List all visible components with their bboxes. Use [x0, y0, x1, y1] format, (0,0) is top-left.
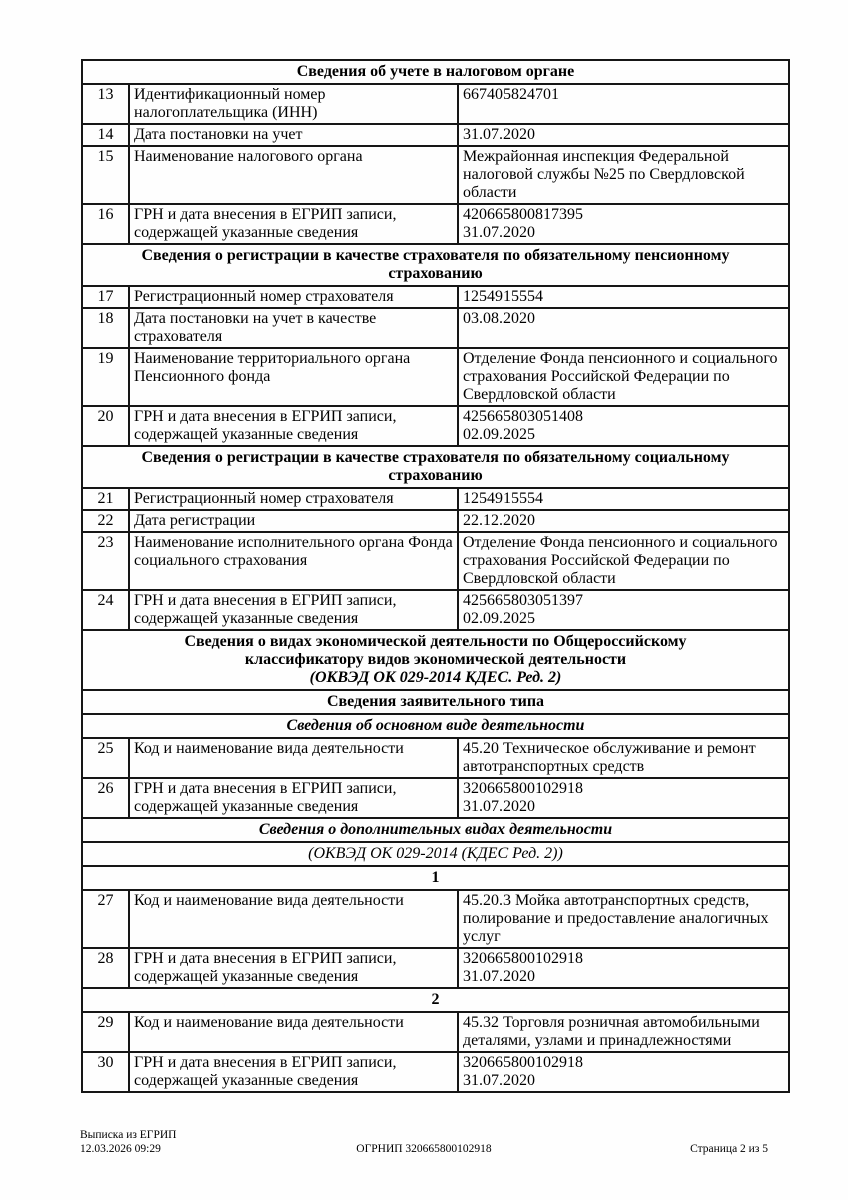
value-line: 45.20.3 Мойка автотранспортных средств, полирование и предоставление аналогичных услуг — [463, 892, 769, 945]
row-label: Регистрационный номер страхователя — [129, 286, 458, 308]
section-title: Сведения об основном виде деятельности — [82, 714, 789, 738]
item-number: 1 — [82, 866, 789, 890]
section-header-declarative — [82, 690, 789, 714]
value-line: 320665800102918 — [463, 950, 583, 967]
row-value — [458, 146, 789, 204]
row-value — [458, 778, 789, 818]
row-label: Наименование территориального органа Пенсионного фонда — [129, 348, 458, 406]
row-label: Дата постановки на учет — [129, 124, 458, 146]
footer-ogrnip: ОГРНИП 320665800102918 — [356, 1143, 492, 1155]
value-line: 31.07.2020 — [463, 126, 535, 143]
section-header-okved-additional — [82, 842, 789, 866]
section-header-okved — [82, 630, 789, 690]
activity-item-2-header — [82, 988, 789, 1012]
row-value — [458, 948, 789, 988]
value-line: 22.12.2020 — [463, 512, 535, 529]
table-row — [82, 590, 789, 630]
row-value — [458, 890, 789, 948]
item-number: 2 — [82, 988, 789, 1012]
value-line: 31.07.2020 — [463, 1072, 535, 1089]
row-label: Дата регистрации — [129, 510, 458, 532]
row-label: Дата постановки на учет в качестве страхователя — [129, 308, 458, 348]
row-number: 28 — [82, 948, 129, 988]
section-header-tax — [82, 60, 789, 84]
value-line: 425665803051408 — [463, 408, 583, 425]
section-header-additional-activities — [82, 818, 789, 842]
table-row — [82, 84, 789, 124]
value-line: Межрайонная инспекция Федеральной налоговой службы №25 по Свердловской области — [463, 148, 745, 201]
value-line: 667405824701 — [463, 86, 559, 103]
row-label: Наименование налогового органа — [129, 146, 458, 204]
row-number: 22 — [82, 510, 129, 532]
table-row — [82, 488, 789, 510]
value-line: 31.07.2020 — [463, 798, 535, 815]
row-label: ГРН и дата внесения в ЕГРИП записи, содержащей указанные сведения — [129, 1052, 458, 1092]
row-label: ГРН и дата внесения в ЕГРИП записи, содержащей указанные сведения — [129, 948, 458, 988]
footer-doc-info — [80, 1128, 356, 1156]
value-line: 45.32 Торговля розничная автомобильными деталями, узлами и принадлежностями — [463, 1014, 760, 1049]
row-number: 19 — [82, 348, 129, 406]
footer-timestamp: 12.03.2026 09:29 — [80, 1143, 161, 1155]
row-label: ГРН и дата внесения в ЕГРИП записи, содержащей указанные сведения — [129, 778, 458, 818]
row-value — [458, 488, 789, 510]
value-line: 02.09.2025 — [463, 426, 535, 443]
row-label: ГРН и дата внесения в ЕГРИП записи, содержащей указанные сведения — [129, 204, 458, 244]
table-row — [82, 510, 789, 532]
table-row — [82, 146, 789, 204]
value-line: 31.07.2020 — [463, 224, 535, 241]
egrip-extract-table — [81, 59, 790, 1093]
footer-doc-type: Выписка из ЕГРИП — [80, 1129, 177, 1141]
row-label: Код и наименование вида деятельности — [129, 738, 458, 778]
row-number: 27 — [82, 890, 129, 948]
section-header-pension — [82, 244, 789, 286]
row-label: Код и наименование вида деятельности — [129, 1012, 458, 1052]
section-title: Сведения о регистрации в качестве страхователя по обязательному пенсионному страхованию — [82, 244, 789, 286]
activity-item-1-header — [82, 866, 789, 890]
row-number: 29 — [82, 1012, 129, 1052]
section-title: Сведения о дополнительных видах деятельности — [82, 818, 789, 842]
value-line: 45.20 Техническое обслуживание и ремонт автотранспортных средств — [463, 740, 756, 775]
value-line: 320665800102918 — [463, 1054, 583, 1071]
table-row — [82, 204, 789, 244]
row-label: ГРН и дата внесения в ЕГРИП записи, содержащей указанные сведения — [129, 590, 458, 630]
row-label: Наименование исполнительного органа Фонда социального страхования — [129, 532, 458, 590]
table-row — [82, 948, 789, 988]
row-number: 18 — [82, 308, 129, 348]
row-number: 20 — [82, 406, 129, 446]
row-number: 24 — [82, 590, 129, 630]
row-number: 30 — [82, 1052, 129, 1092]
section-title: Сведения заявительного типа — [82, 690, 789, 714]
row-value — [458, 204, 789, 244]
section-title: Сведения о видах экономической деятельности по Общероссийскому классификатору видов экономической деятельности — [184, 633, 687, 668]
row-number: 17 — [82, 286, 129, 308]
row-number: 13 — [82, 84, 129, 124]
row-number: 14 — [82, 124, 129, 146]
value-line: Отделение Фонда пенсионного и социального страхования Российской Федерации по Свердловской области — [463, 350, 778, 403]
row-label: Код и наименование вида деятельности — [129, 890, 458, 948]
row-value — [458, 286, 789, 308]
section-header-primary-activity — [82, 714, 789, 738]
table-row — [82, 124, 789, 146]
value-line: 420665800817395 — [463, 206, 583, 223]
row-value — [458, 124, 789, 146]
row-value — [458, 308, 789, 348]
table-row — [82, 1012, 789, 1052]
table-row — [82, 406, 789, 446]
table-row — [82, 286, 789, 308]
table-row — [82, 308, 789, 348]
table-row — [82, 778, 789, 818]
row-value — [458, 532, 789, 590]
value-line: 1254915554 — [463, 288, 543, 305]
row-number: 23 — [82, 532, 129, 590]
row-number: 26 — [82, 778, 129, 818]
table-row — [82, 532, 789, 590]
section-title: Сведения об учете в налоговом органе — [82, 60, 789, 84]
row-value — [458, 348, 789, 406]
row-number: 25 — [82, 738, 129, 778]
row-label: Идентификационный номер налогоплательщика (ИНН) — [129, 84, 458, 124]
value-line: 425665803051397 — [463, 592, 583, 609]
row-label: ГРН и дата внесения в ЕГРИП записи, содержащей указанные сведения — [129, 406, 458, 446]
table-row — [82, 348, 789, 406]
row-value — [458, 738, 789, 778]
value-line: 31.07.2020 — [463, 968, 535, 985]
table-row — [82, 1052, 789, 1092]
row-number: 15 — [82, 146, 129, 204]
row-value — [458, 510, 789, 532]
row-value — [458, 1012, 789, 1052]
value-line: 02.09.2025 — [463, 610, 535, 627]
section-subtitle: (ОКВЭД ОК 029-2014 КДЕС. Ред. 2) — [309, 669, 562, 686]
value-line: 1254915554 — [463, 490, 543, 507]
section-title: Сведения о регистрации в качестве страхователя по обязательному социальному страхованию — [82, 446, 789, 488]
value-line: Отделение Фонда пенсионного и социального страхования Российской Федерации по Свердловской области — [463, 534, 778, 587]
table-row — [82, 738, 789, 778]
row-number: 21 — [82, 488, 129, 510]
section-header-social — [82, 446, 789, 488]
row-value — [458, 590, 789, 630]
table-row — [82, 890, 789, 948]
value-line: 03.08.2020 — [463, 310, 535, 327]
row-value — [458, 406, 789, 446]
page-footer — [80, 1128, 768, 1156]
section-subtitle: (ОКВЭД ОК 029-2014 (КДЕС Ред. 2)) — [82, 842, 789, 866]
row-value — [458, 1052, 789, 1092]
row-label: Регистрационный номер страхователя — [129, 488, 458, 510]
row-value — [458, 84, 789, 124]
value-line: 320665800102918 — [463, 780, 583, 797]
row-number: 16 — [82, 204, 129, 244]
footer-page-indicator: Страница 2 из 5 — [690, 1143, 768, 1155]
